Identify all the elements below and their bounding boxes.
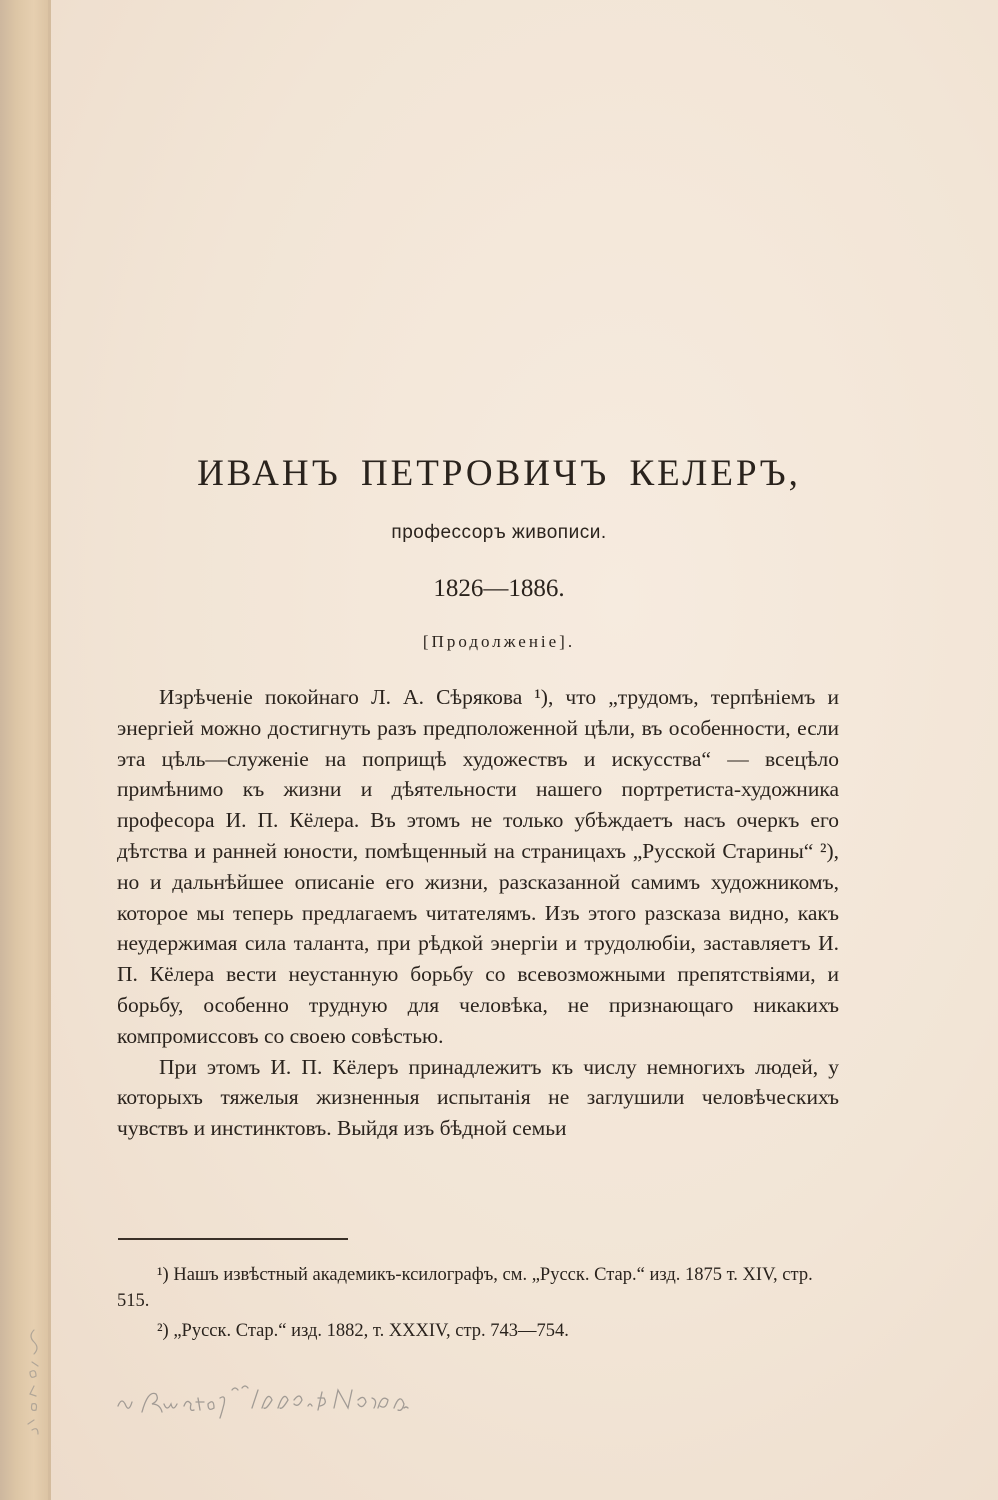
paragraph: При этомъ И. П. Кёлеръ принадлежитъ къ числу немногихъ людей, у которыхъ тяжелыя жизненныя испытанія не заглушили человѣческихъ чувствъ и инстинктовъ. Выйдя изъ бѣдной семьи [117,1054,839,1141]
page-subtitle: профессоръ живописи. [391,522,607,543]
handwritten-annotation [112,1368,412,1428]
binding-spine [0,0,48,1500]
footnote-text: „Русск. Стар.“ изд. 1882, т. XXXIV, стр. 743—754. [173,1321,569,1341]
page-title: ИВАНЪ ПЕТРОВИЧЪ КЕЛЕРЪ, [197,453,801,494]
life-years: 1826—1886. [433,575,565,602]
footnote-1 [117,1262,839,1314]
footnote-mark: ¹) [157,1265,169,1285]
footnote-divider [118,1238,348,1240]
footnotes [117,1262,839,1344]
continuation-label: [Продолженіе]. [422,632,576,651]
margin-pencil-mark [18,1320,48,1450]
footnote-mark: ²) [157,1321,169,1341]
footnote-text: Нашъ извѣстный академикъ-ксилографъ, см. „Русск. Стар.“ изд. 1875 т. XIV, стр. 515. [117,1265,813,1311]
footnote-2 [117,1318,839,1344]
body-text [117,682,839,1144]
paragraph: Изрѣченіе покойнаго Л. А. Сѣрякова ¹), что „трудомъ, терпѣніемъ и энергіей можно достигнуть разъ предположенной цѣли, въ особенности, если эта цѣль—служеніе на поприщѣ художествъ и искусства“ — всецѣло примѣнимо къ жизни и дѣятельности нашего портретиста-художника професора И. П. Кёлера. Въ этомъ не только убѣждаетъ насъ очеркъ его дѣтства и ранней юности, помѣщенный на страницахъ „Русской Старины“ ²), но и дальнѣйшее описаніе его жизни, разсказанной самимъ художникомъ, которое мы теперь предлагаемъ читателямъ. Изъ этого разсказа видно, какъ неудержимая сила таланта, при рѣдкой энергіи и трудолюбіи, заставляетъ И. П. Кёлера вести неустанную борьбу со всевозможными препятствіями, и борьбу, особенно трудную для человѣка, не признающаго никакихъ компромиссовъ со своею совѣстью. [117,685,839,1048]
